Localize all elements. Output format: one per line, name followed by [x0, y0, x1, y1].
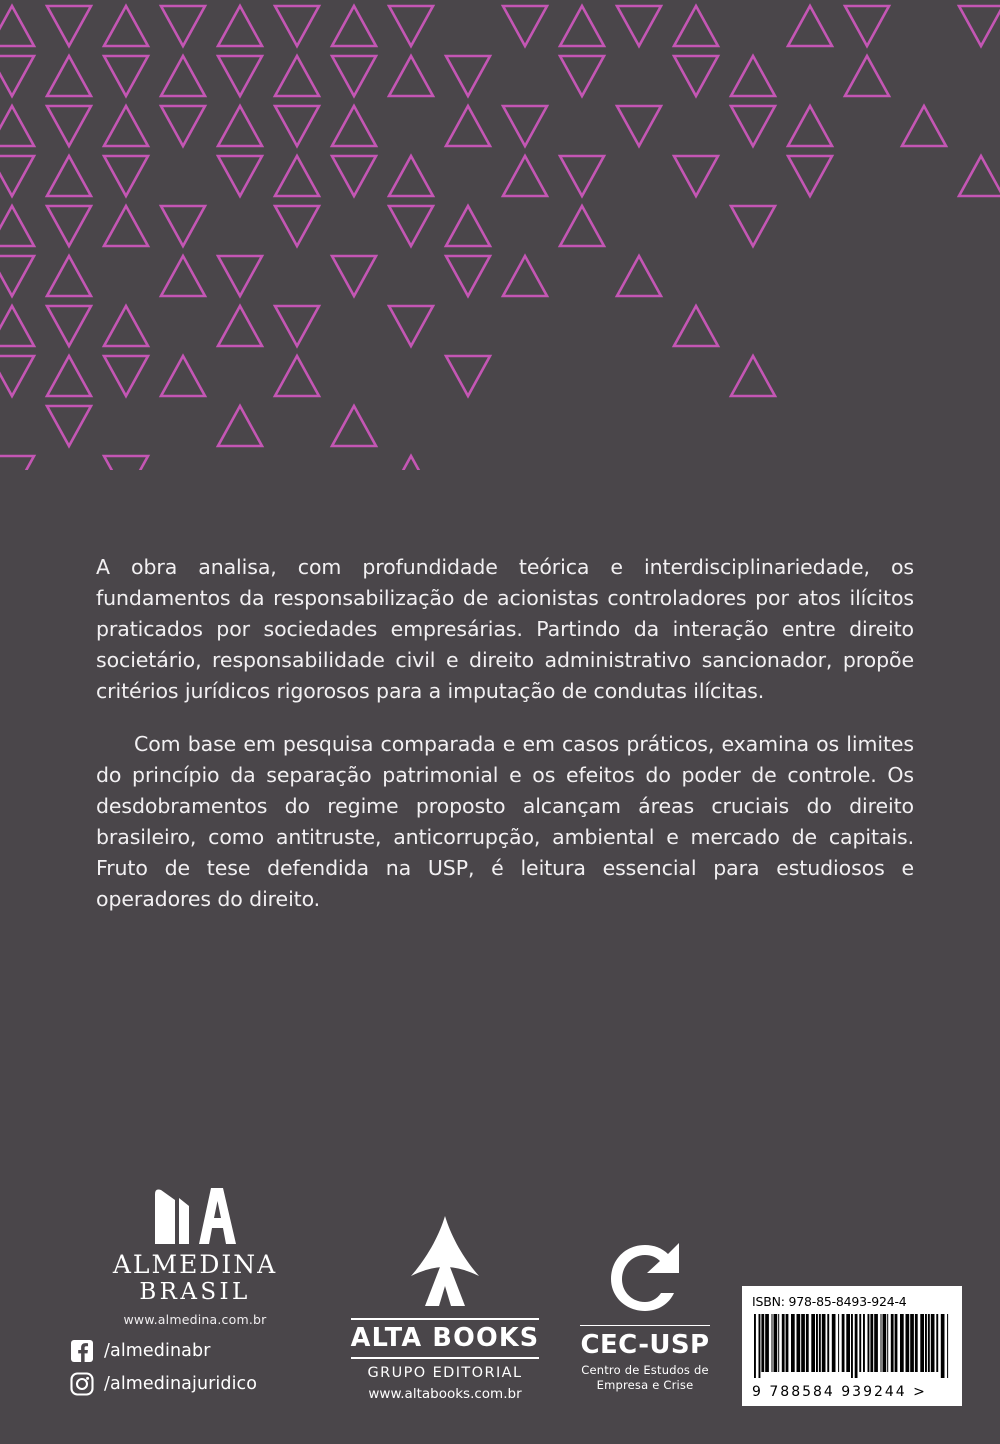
almedina-country: BRASIL — [139, 1279, 251, 1305]
isbn-digit-left: 9 — [752, 1384, 763, 1400]
social-link-instagram[interactable] — [70, 1372, 330, 1396]
altabooks-a-icon — [393, 1214, 497, 1310]
almedina-monogram-icon — [149, 1184, 241, 1246]
back-cover-blurb — [96, 552, 914, 914]
publisher-almedina-block — [60, 1184, 330, 1396]
cecusp-swirl-icon — [603, 1239, 687, 1317]
instagram-handle: /almedinajuridico — [104, 1374, 258, 1394]
social-link-facebook[interactable] — [70, 1339, 330, 1363]
almedina-social-links — [60, 1339, 330, 1396]
almedina-name: ALMEDINA — [112, 1249, 278, 1279]
cecusp-subtitle-line-1: Centro de Estudos de — [581, 1362, 709, 1377]
barcode-image — [752, 1314, 952, 1378]
copublisher-altabooks-block — [330, 1214, 560, 1402]
instagram-icon — [70, 1372, 94, 1396]
altabooks-subtitle: GRUPO EDITORIAL — [367, 1365, 523, 1381]
isbn-barcode-block — [742, 1286, 962, 1406]
altabooks-name: ALTA BOOKS — [351, 1318, 540, 1359]
triangle-pattern-decoration — [0, 0, 1000, 470]
blurb-paragraph-1: A obra analisa, com profundidade teórica e interdisciplinariedade, os fundamentos da responsabilização de acionistas controladores por atos ilícitos praticados por sociedades empresárias. Partindo da interação entre direito societário, responsabilidade civil e direito administrativo sancionador, propõe critérios jurídicos rigorosos para a imputação de condutas ilícitas. — [96, 555, 914, 703]
almedina-website: www.almedina.com.br — [123, 1312, 267, 1327]
triangle-pattern-svg — [0, 0, 1000, 470]
altabooks-website: www.altabooks.com.br — [368, 1386, 522, 1402]
almedina-logo-mark — [60, 1184, 330, 1250]
isbn-digit-main: 788584 939244 — [769, 1384, 907, 1400]
isbn-digit-right: > — [913, 1384, 927, 1400]
isbn-digits — [752, 1384, 952, 1400]
facebook-handle: /almedinabr — [104, 1341, 211, 1361]
cecusp-subtitle-line-2: Empresa e Crise — [596, 1378, 694, 1393]
altabooks-logo-mark — [330, 1214, 560, 1314]
cecusp-logo-mark — [545, 1239, 745, 1321]
institution-cecusp-block — [545, 1239, 745, 1394]
facebook-icon — [70, 1339, 94, 1363]
footer-logos — [0, 1144, 1000, 1444]
blurb-paragraph-2: Com base em pesquisa comparada e em casos práticos, examina os limites do princípio da separação patrimonial e os efeitos do poder de controle. Os desdobramentos do regime proposto alcançam áreas cruciais do direito brasileiro, como antitruste, anticorrupção, ambiental e mercado de capitais. Fruto de tese defendida na USP, é leitura essencial para estudiosos e operadores do direito. — [96, 731, 914, 911]
cecusp-name: CEC-USP — [580, 1325, 709, 1360]
isbn-label: ISBN: 978-85-8493-924-4 — [752, 1294, 907, 1309]
